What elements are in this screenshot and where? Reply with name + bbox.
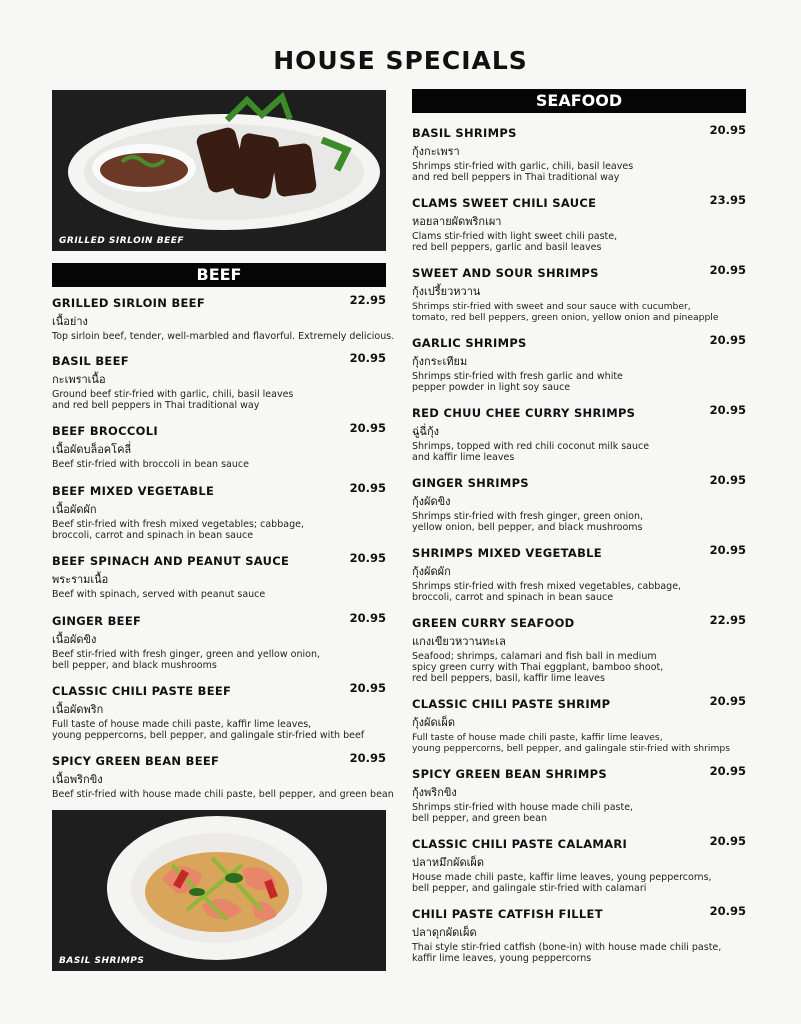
menu-item — [52, 351, 386, 424]
menu-item — [412, 193, 746, 266]
item-price: 20.95 — [349, 611, 386, 625]
item-name: CHILI PASTE CATFISH FILLET — [412, 907, 603, 921]
item-name: CLASSIC CHILI PASTE SHRIMP — [412, 697, 611, 711]
item-price: 20.95 — [709, 333, 746, 347]
item-thai-name: ปลาหมึกผัดเผ็ด — [412, 856, 484, 869]
menu-item — [412, 694, 746, 767]
item-description: Top sirloin beef, tender, well-marbled and flavorful. Extremely delicious. — [52, 331, 395, 342]
item-name: GARLIC SHRIMPS — [412, 336, 527, 350]
item-price: 22.95 — [709, 613, 746, 627]
item-description: Beef stir-fried with house made chili paste, bell pepper, and green bean — [52, 789, 394, 800]
item-description: Beef stir-fried with fresh ginger, green and yellow onion, bell pepper, and black mushrooms — [52, 649, 320, 671]
item-description: Clams stir-fried with light sweet chili paste, red bell peppers, garlic and basil leaves — [412, 231, 618, 253]
item-description: Shrimps stir-fried with house made chili paste, bell pepper, and green bean — [412, 802, 634, 824]
beef-dish-illustration — [52, 90, 386, 251]
item-name: BASIL BEEF — [52, 354, 129, 368]
item-price: 20.95 — [709, 543, 746, 557]
item-thai-name: เนื้อผัดพริก — [52, 703, 104, 716]
item-name: RED CHUU CHEE CURRY SHRIMPS — [412, 406, 636, 420]
seafood-heading: SEAFOOD — [412, 89, 746, 113]
menu-item — [52, 681, 386, 754]
menu-item — [412, 613, 746, 697]
item-thai-name: พระรามเนื้อ — [52, 573, 109, 586]
beef-heading: BEEF — [52, 263, 386, 287]
item-thai-name: กุ้งกะเพรา — [412, 145, 460, 158]
bottom-photo-caption: BASIL SHRIMPS — [59, 956, 145, 966]
item-description: Shrimps stir-fried with sweet and sour sauce with cucumber, tomato, red bell peppers, green onion, yellow onion and pineapple — [412, 301, 719, 323]
item-description: Beef with spinach, served with peanut sauce — [52, 589, 266, 600]
item-price: 20.95 — [349, 751, 386, 765]
item-name: BASIL SHRIMPS — [412, 126, 517, 140]
menu-item — [412, 403, 746, 476]
item-name: BEEF BROCCOLI — [52, 424, 158, 438]
item-price: 20.95 — [349, 421, 386, 435]
menu-item — [412, 543, 746, 616]
item-thai-name: เนื้อผัดบล็อคโคลี่ — [52, 443, 132, 456]
item-price: 20.95 — [709, 263, 746, 277]
basil-shrimps-photo — [52, 810, 386, 971]
item-thai-name: เนื้อพริกขิง — [52, 773, 103, 786]
item-name: SPICY GREEN BEAN BEEF — [52, 754, 220, 768]
item-price: 20.95 — [709, 764, 746, 778]
item-name: CLASSIC CHILI PASTE CALAMARI — [412, 837, 628, 851]
menu-item — [52, 551, 386, 614]
shrimp-dish-illustration — [52, 810, 386, 971]
menu-item — [52, 611, 386, 684]
item-price: 22.95 — [349, 293, 386, 307]
item-price: 20.95 — [709, 473, 746, 487]
menu-item — [412, 834, 746, 907]
item-description: Shrimps stir-fried with garlic, chili, basil leaves and red bell peppers in Thai traditional way — [412, 161, 634, 183]
item-thai-name: หอยลายผัดพริกเผา — [412, 215, 502, 228]
item-description: Beef stir-fried with fresh mixed vegetables; cabbage, broccoli, carrot and spinach in bean sauce — [52, 519, 304, 541]
item-thai-name: กุ้งผัดเผ็ด — [412, 716, 455, 729]
menu-item — [412, 333, 746, 406]
item-description: Shrimps stir-fried with fresh mixed vegetables, cabbage, broccoli, carrot and spinach in bean sauce — [412, 581, 682, 603]
item-description: Beef stir-fried with broccoli in bean sauce — [52, 459, 249, 470]
item-thai-name: แกงเขียวหวานทะเล — [412, 635, 506, 648]
item-thai-name: กุ้งกระเทียม — [412, 355, 468, 368]
item-price: 20.95 — [709, 123, 746, 137]
item-description: Full taste of house made chili paste, kaffir lime leaves, young peppercorns, bell pepper, and galingale stir-fried with beef — [52, 719, 365, 741]
item-thai-name: เนื้อผัดผัก — [52, 503, 97, 516]
item-description: House made chili paste, kaffir lime leaves, young peppercorns, bell pepper, and galingale stir-fried with calamari — [412, 872, 712, 894]
item-description: Shrimps, topped with red chili coconut milk sauce and kaffir lime leaves — [412, 441, 650, 463]
item-name: CLAMS SWEET CHILI SAUCE — [412, 196, 597, 210]
item-description: Full taste of house made chili paste, kaffir lime leaves, young peppercorns, bell pepper, and galingale stir-fried with shrimps — [412, 732, 731, 754]
item-description: Shrimps stir-fried with fresh garlic and white pepper powder in light soy sauce — [412, 371, 623, 393]
item-name: BEEF SPINACH AND PEANUT SAUCE — [52, 554, 290, 568]
item-price: 20.95 — [349, 481, 386, 495]
item-description: Ground beef stir-fried with garlic, chili, basil leaves and red bell peppers in Thai traditional way — [52, 389, 294, 411]
item-name: BEEF MIXED VEGETABLE — [52, 484, 215, 498]
item-name: GREEN CURRY SEAFOOD — [412, 616, 575, 630]
item-name: CLASSIC CHILI PASTE BEEF — [52, 684, 232, 698]
item-description: Shrimps stir-fried with fresh ginger, green onion, yellow onion, bell pepper, and black mushrooms — [412, 511, 644, 533]
item-name: GINGER BEEF — [52, 614, 142, 628]
item-price: 20.95 — [349, 551, 386, 565]
menu-item — [52, 481, 386, 554]
item-thai-name: ฉู่ฉี่กุ้ง — [412, 425, 440, 438]
grilled-sirloin-beef-photo — [52, 90, 386, 251]
item-price: 20.95 — [709, 904, 746, 918]
seafood-menu-list — [412, 123, 746, 977]
menu-item — [412, 123, 746, 196]
item-name: SPICY GREEN BEAN SHRIMPS — [412, 767, 607, 781]
item-name: SHRIMPS MIXED VEGETABLE — [412, 546, 602, 560]
menu-item — [412, 473, 746, 546]
menu-item — [52, 293, 395, 354]
menu-item — [412, 263, 746, 336]
item-name: GRILLED SIRLOIN BEEF — [52, 296, 205, 310]
item-price: 20.95 — [709, 403, 746, 417]
item-thai-name: เนื้อย่าง — [52, 315, 88, 328]
item-price: 20.95 — [349, 351, 386, 365]
item-thai-name: กุ้งผัดผัก — [412, 565, 451, 578]
top-photo-caption: GRILLED SIRLOIN BEEF — [59, 236, 185, 246]
item-thai-name: กะเพราเนื้อ — [52, 373, 106, 386]
beef-menu-list — [52, 293, 395, 804]
item-name: SWEET AND SOUR SHRIMPS — [412, 266, 599, 280]
item-description: Thai style stir-fried catfish (bone-in) with house made chili paste, kaffir lime leaves, young peppercorns — [412, 942, 722, 964]
item-price: 23.95 — [709, 193, 746, 207]
item-price: 20.95 — [709, 834, 746, 848]
item-name: GINGER SHRIMPS — [412, 476, 529, 490]
item-thai-name: เนื้อผัดขิง — [52, 633, 97, 646]
menu-item — [52, 751, 394, 804]
item-thai-name: กุ้งพริกขิง — [412, 786, 457, 799]
menu-item — [52, 421, 386, 484]
item-thai-name: กุ้งผัดขิง — [412, 495, 451, 508]
page-title: HOUSE SPECIALS — [273, 46, 528, 75]
item-thai-name: ปลาดุกผัดเผ็ด — [412, 926, 477, 939]
menu-item — [412, 764, 746, 837]
item-price: 20.95 — [349, 681, 386, 695]
item-thai-name: กุ้งเปรี้ยวหวาน — [412, 285, 481, 298]
item-price: 20.95 — [709, 694, 746, 708]
item-description: Seafood; shrimps, calamari and fish ball in medium spicy green curry with Thai eggplant, bamboo shoot, red bell peppers, basil, kaffir lime leaves — [412, 651, 664, 684]
menu-item — [412, 904, 746, 977]
